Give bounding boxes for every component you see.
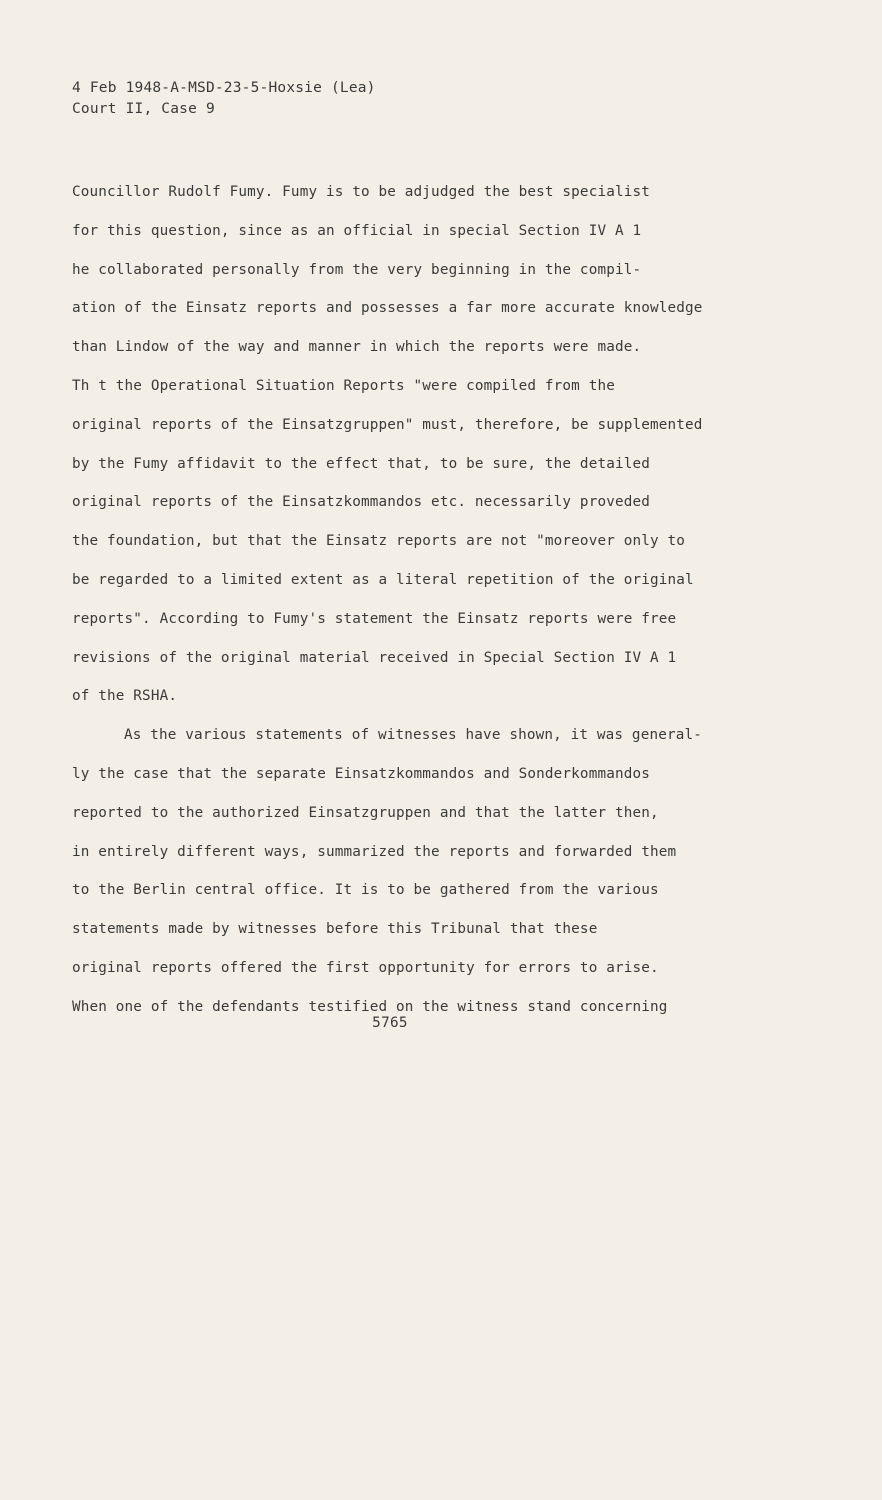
body-line: original reports of the Einsatzkommandos etc. necessarily proveded (72, 494, 650, 511)
body-line: for this question, since as an official in special Section IV A 1 (72, 222, 642, 239)
body-line: in entirely different ways, summarized the reports and forwarded them (72, 843, 677, 860)
document-body (72, 173, 792, 1027)
body-line: original reports of the Einsatzgruppen" must, therefore, be supplemented (72, 416, 703, 433)
body-line: ly the case that the separate Einsatzkommandos and Sonderkommandos (72, 765, 650, 782)
body-line: the foundation, but that the Einsatz reports are not "moreover only to (72, 533, 686, 550)
body-line: of the RSHA. (72, 688, 178, 705)
body-line: revisions of the original material received in Special Section IV A 1 (72, 649, 677, 666)
body-line: than Lindow of the way and manner in which the reports were made. (72, 339, 642, 356)
header-court-line: Court II, Case 9 (72, 101, 215, 117)
body-line: by the Fumy affidavit to the effect that, to be sure, the detailed (72, 455, 650, 472)
body-line: reports". According to Fumy's statement the Einsatz reports were free (72, 610, 677, 627)
body-line: he collaborated personally from the very beginning in the compil- (72, 261, 642, 278)
body-line: be regarded to a limited extent as a literal repetition of the original (72, 571, 694, 588)
body-line: ation of the Einsatz reports and possesses a far more accurate knowledge (72, 300, 703, 317)
body-line: reported to the authorized Einsatzgruppen and that the latter then, (72, 804, 659, 821)
body-line: Th t the Operational Situation Reports "were compiled from the (72, 377, 615, 394)
page-number: 5765 (372, 1015, 408, 1031)
body-line: statements made by witnesses before this Tribunal that these (72, 921, 598, 938)
paragraph-start-line: As the various statements of witnesses have shown, it was general- (124, 727, 702, 744)
header-date-line: 4 Feb 1948-A-MSD-23-5-Hoxsie (Lea) (72, 80, 376, 96)
body-line: original reports offered the first opportunity for errors to arise. (72, 959, 659, 976)
body-line: to the Berlin central office. It is to be gathered from the various (72, 882, 659, 899)
document-header (72, 78, 376, 120)
body-line: When one of the defendants testified on the witness stand concerning (72, 998, 668, 1015)
body-line: Councillor Rudolf Fumy. Fumy is to be adjudged the best specialist (72, 184, 650, 200)
